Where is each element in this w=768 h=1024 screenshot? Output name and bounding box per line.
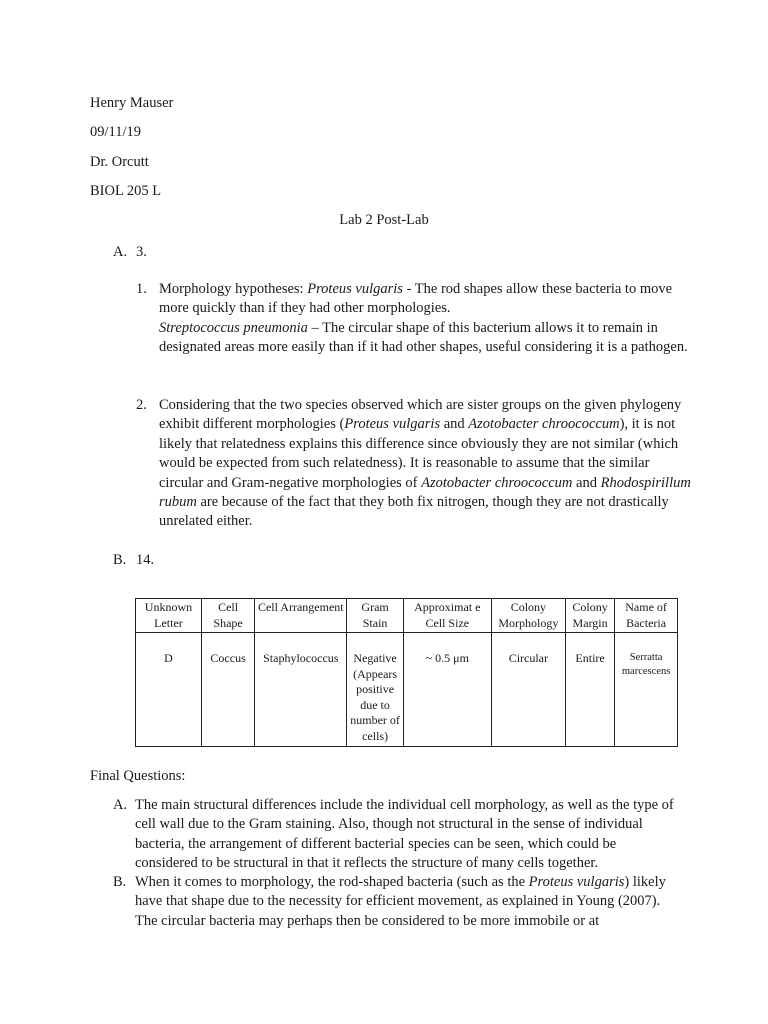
text: ) likely have that shape due to the necessity for efficient movement, as explained in Young (2007). The circular bacteria may perhaps then be considered to be more immobile or at: [135, 874, 666, 929]
species-name: Streptococcus pneumonia: [159, 319, 308, 336]
species-name: Rhodospirillum rubum: [159, 474, 691, 511]
instructor: Dr. Orcutt: [90, 154, 149, 170]
species-name: Proteus vulgaris: [528, 874, 625, 890]
text: – The circular shape of this bacterium allows it to remain in designated areas more easily than if it had other shapes, useful considering it is a pathogen.: [159, 319, 688, 356]
question-letter: A.: [113, 797, 128, 813]
date: 09/11/19: [90, 124, 142, 140]
table-header-cell: Name of Bacteria: [615, 599, 678, 633]
list-item-body: [159, 280, 695, 358]
table-header-cell: Colony Margin: [566, 599, 615, 633]
text: Morphology hypotheses:: [159, 281, 308, 297]
species-name: Azotobacter chroococcum: [468, 416, 620, 433]
course: BIOL 205 L: [90, 183, 162, 199]
table-row: [136, 633, 678, 747]
table-cell: D: [136, 633, 202, 747]
text: and: [572, 474, 601, 491]
table-header-cell: Colony Morphology: [491, 599, 565, 633]
student-name: Henry Mauser: [90, 95, 174, 111]
question-letter: B.: [113, 874, 127, 890]
table-header-cell: Cell Arrangement: [255, 599, 347, 633]
text: are because of the fact that they both fix nitrogen, though they are not drastically unrelated either.: [159, 494, 669, 530]
text: and: [440, 416, 469, 433]
text: When it comes to morphology, the rod-shaped bacteria (such as the: [135, 874, 529, 890]
section-b-number: 14.: [136, 552, 155, 568]
species-name: Azotobacter chroococcum: [421, 474, 573, 491]
hypothesis-streptococcus: [159, 319, 695, 358]
section-b-letter: B.: [113, 552, 127, 568]
list-item-number: 1.: [136, 281, 147, 297]
table-header-cell: Gram Stain: [347, 599, 404, 633]
text: - The rod shapes allow these bacteria to move more quickly than if they had other morphologies.: [159, 281, 673, 317]
hypothesis-proteus: [159, 280, 695, 319]
final-questions-heading: Final Questions:: [90, 768, 186, 784]
table-cell: Entire: [566, 633, 615, 747]
text: Considering that the two species observed which are sister groups on the given phylogeny exhibit different morphologies (: [159, 397, 682, 433]
table-cell: Circular: [491, 633, 565, 747]
table-cell: Coccus: [201, 633, 254, 747]
results-table: [135, 598, 678, 747]
list-item-number: 2.: [136, 397, 147, 413]
table-header-cell: Unknown Letter: [136, 599, 202, 633]
table-cell: ~ 0.5 μm: [403, 633, 491, 747]
question-body: The main structural differences include the individual cell morphology, as well as the type of cell wall due to the Gram staining. Also, though not structural in the sense of individual bacteria, the arrangement of different bacterial species can be seen, which could be considered to be structural in that it reflects the structure of many cells together.: [135, 797, 674, 872]
species-name: Proteus vulgaris: [344, 416, 441, 433]
species-name: Proteus vulgaris: [307, 281, 403, 297]
table-cell: Negative (Appears positive due to number of cells): [347, 633, 404, 747]
section-a-letter: A.: [113, 244, 128, 260]
table-header-cell: Approximat e Cell Size: [403, 599, 491, 633]
section-a-number: 3.: [136, 244, 147, 260]
page-title: Lab 2 Post-Lab: [339, 212, 429, 228]
table-header-cell: Cell Shape: [201, 599, 254, 633]
list-item-body: [159, 396, 695, 532]
table-cell: Serratta marcescens: [615, 633, 678, 747]
table-header-row: [136, 599, 678, 633]
table-cell: Staphylococcus: [255, 633, 347, 747]
text: ), it is not likely that relatedness explains this difference since obviously they are not similar (which would be expected from such relatedness). It is reasonable to assume that the similar circular and Gram-negative morphologies of: [159, 416, 679, 491]
question-body: [135, 873, 675, 931]
